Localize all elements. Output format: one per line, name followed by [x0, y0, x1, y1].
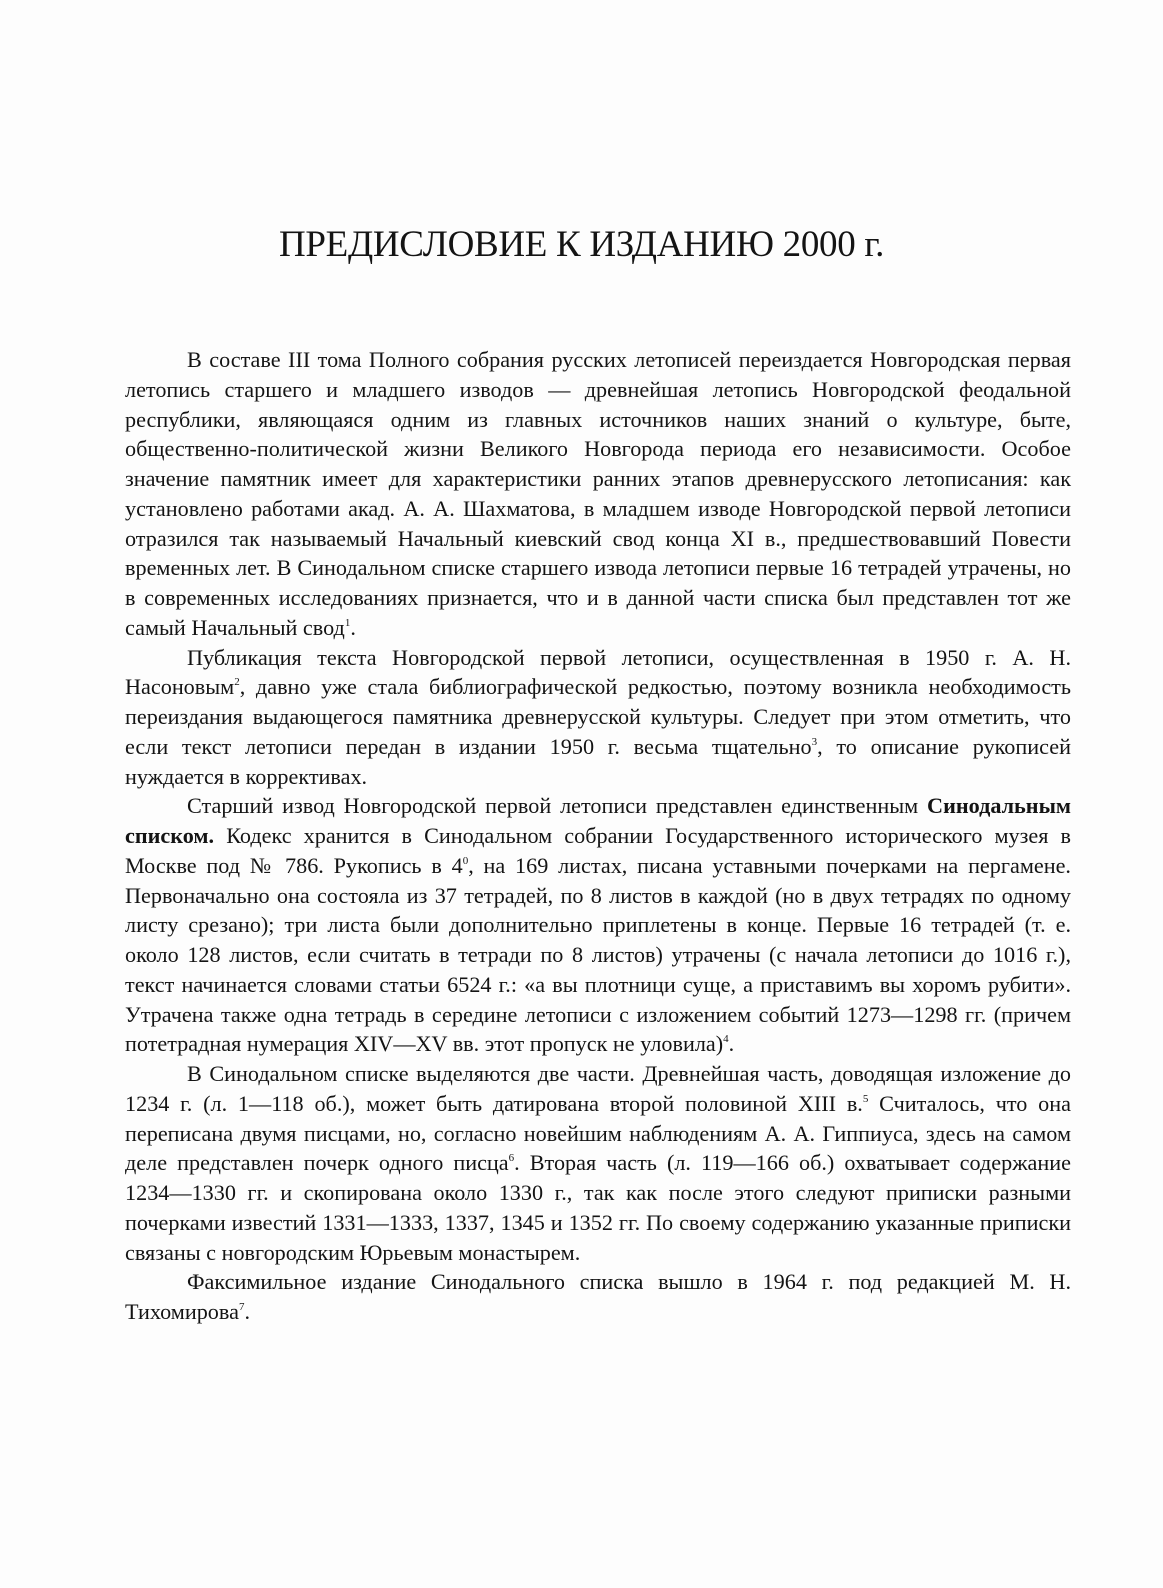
- paragraph-4-text-b: Считалось, что она переписана двумя писцами, но, согласно новейшим наблюдениям А. А. Гиппиуса, здесь на самом деле представлен почерк одного писца: [125, 1090, 1071, 1176]
- paragraph-4-text-a: В Синодальном списке выделяются две части. Древнейшая часть, доводящая изложение до 1234 г. (л. 1—118 об.), может быть датирована второй половиной XIII в.: [125, 1061, 1071, 1116]
- paragraph-1: [125, 345, 1071, 643]
- format-superscript: 0: [462, 854, 469, 867]
- paragraph-2: [125, 643, 1071, 792]
- paragraph-3-text-a: Старший извод Новгородской первой летописи представлен единственным: [187, 793, 919, 819]
- paragraph-1-text: В составе III тома Полного собрания русских летописей переиздается Новгородская первая летопись старшего и младшего изводов — древнейшая летопись Новгородской феодальной республики, являющаяся одним из главных источников наших знаний о культуре, быте, общественно-политической жизни Великого Новгорода периода его независимости. Особое значение памятник имеет для характеристики ранних этапов древнерусского летописания: как установлено работами акад. А. А. Шахматова, в младшем изводе Новгородской первой летописи отразился так называемый Начальный киевский свод конца XI в., предшествовавший Повести временных лет. В Синодальном списке старшего извода летописи первые 16 тетрадей утрачены, но в современных исследованиях признается, что и в данной части списка был представлен тот же самый Начальный свод: [125, 347, 1071, 640]
- paragraph-3-bold-term: Синодальным списком.: [125, 793, 1072, 848]
- paragraph-2-text-a: Публикация текста Новгородской первой летописи, осуществленная в 1950 г. А. Н. Насоновым: [125, 644, 1071, 700]
- paragraph-4: [125, 1059, 1071, 1267]
- footnote-ref-1[interactable]: 1: [344, 616, 351, 629]
- paragraph-3: [125, 791, 1071, 1059]
- paragraph-5: [125, 1267, 1071, 1327]
- footnote-ref-7[interactable]: 7: [238, 1301, 245, 1313]
- paragraph-3-tail: .: [728, 1031, 735, 1057]
- paragraph-3-text-b: Кодекс хранится в Синодальном собрании Государственного исторического музея в Москве под № 786. Рукопись в 4: [125, 823, 1071, 878]
- paragraph-2-text-c: , то описание рукописей нуждается в коррективах.: [125, 733, 1071, 789]
- paragraph-1-tail: .: [350, 614, 356, 640]
- footnote-ref-4[interactable]: 4: [723, 1033, 729, 1046]
- paragraph-4-text-c: . Вторая часть (л. 119—166 об.) охватывает содержание 1234—1330 гг. и скопирована около 1330 г., так как после этого следуют приписки разными почерками известий 1331—1333, 1337, 1345 и 1352 гг. По своему содержанию указанные приписки связаны с новгородским Юрьевым монастырем.: [125, 1150, 1071, 1265]
- body-text: [125, 345, 1071, 1327]
- paragraph-3-text-c: , на 169 листах, писана уставными почерками на пергамене. Первоначально она состояла из 37 тетрадей, по 8 листов в каждой (но в двух тетрадях по одному листу срезано); три листа были дополнительно приплетены в конце. Первые 16 тетрадей (т. е. около 128 листов, если считать в тетради по 8 листов) утрачены (с начала летописи до 1016 г.), текст начинается словами статьи 6524 г.: «а вы плотници суще, а приставимъ вы хоромъ рубити». Утрачена также одна тетрадь в середине летописи с изложением событий 1273—1298 гг. (причем потетрадная нумерация XIV—XV вв. этот пропуск не уловила): [125, 852, 1071, 1057]
- paragraph-2-text-b: , давно уже стала библиографической редкостью, поэтому возникла необходимость переиздания выдающегося памятника древнерусской культуры. Следует при этом отметить, что если текст летописи передан в издании 1950 г. весьма тщательно: [125, 674, 1071, 759]
- footnote-ref-6[interactable]: 6: [508, 1152, 515, 1165]
- footnote-ref-5[interactable]: 5: [862, 1092, 869, 1105]
- footnote-ref-3[interactable]: 3: [811, 735, 818, 748]
- paragraph-5-tail: .: [244, 1299, 250, 1324]
- footnote-ref-2[interactable]: 2: [234, 676, 240, 689]
- page-title: ПРЕДИСЛОВИЕ К ИЗДАНИЮ 2000 г.: [278, 224, 885, 265]
- paragraph-5-text: Факсимильное издание Синодального списка вышло в 1964 г. под редакцией М. Н. Тихомирова: [125, 1269, 1071, 1324]
